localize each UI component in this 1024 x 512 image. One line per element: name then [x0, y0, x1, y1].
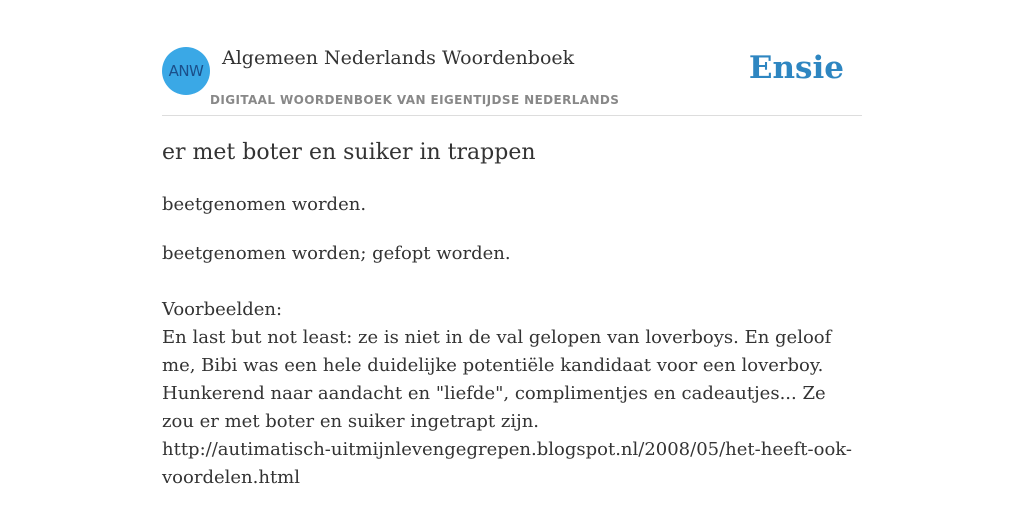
- examples-label: Voorbeelden:: [162, 299, 283, 320]
- example-text: En last but not least: ze is niet in de val gelopen van loverboys. En geloof me, Bibi was een hele duidelijke potentiële kandidaat voor een loverboy. Hunkerend naar aandacht en "liefde", complimentjes en cadeautjes... Ze zou er met boter en suiker ingetrapt zijn.: [162, 327, 832, 432]
- entry-term: er met boter en suiker in trappen: [162, 140, 536, 165]
- anw-logo[interactable]: [162, 47, 210, 95]
- spacer: [162, 268, 862, 296]
- page: [162, 0, 862, 512]
- header: [162, 0, 862, 116]
- definition-text: beetgenomen worden; gefopt worden.: [162, 243, 511, 264]
- source-url-line-1: http://autimatisch-uitmijnlevengegrepen.blogspot.nl/2008/05/het-heeft-ook-: [162, 439, 852, 460]
- ensie-brand-logo[interactable]: Ensie: [748, 50, 844, 86]
- site-subtitle: DIGITAAL WOORDENBOEK VAN EIGENTIJDSE NEDERLANDS: [210, 93, 620, 107]
- definition-block: [162, 240, 862, 492]
- logo-text: ANW: [168, 62, 204, 80]
- source-url-line-2: voordelen.html: [162, 467, 300, 488]
- short-definition: beetgenomen worden.: [162, 194, 367, 215]
- site-title[interactable]: Algemeen Nederlands Woordenboek: [222, 47, 575, 69]
